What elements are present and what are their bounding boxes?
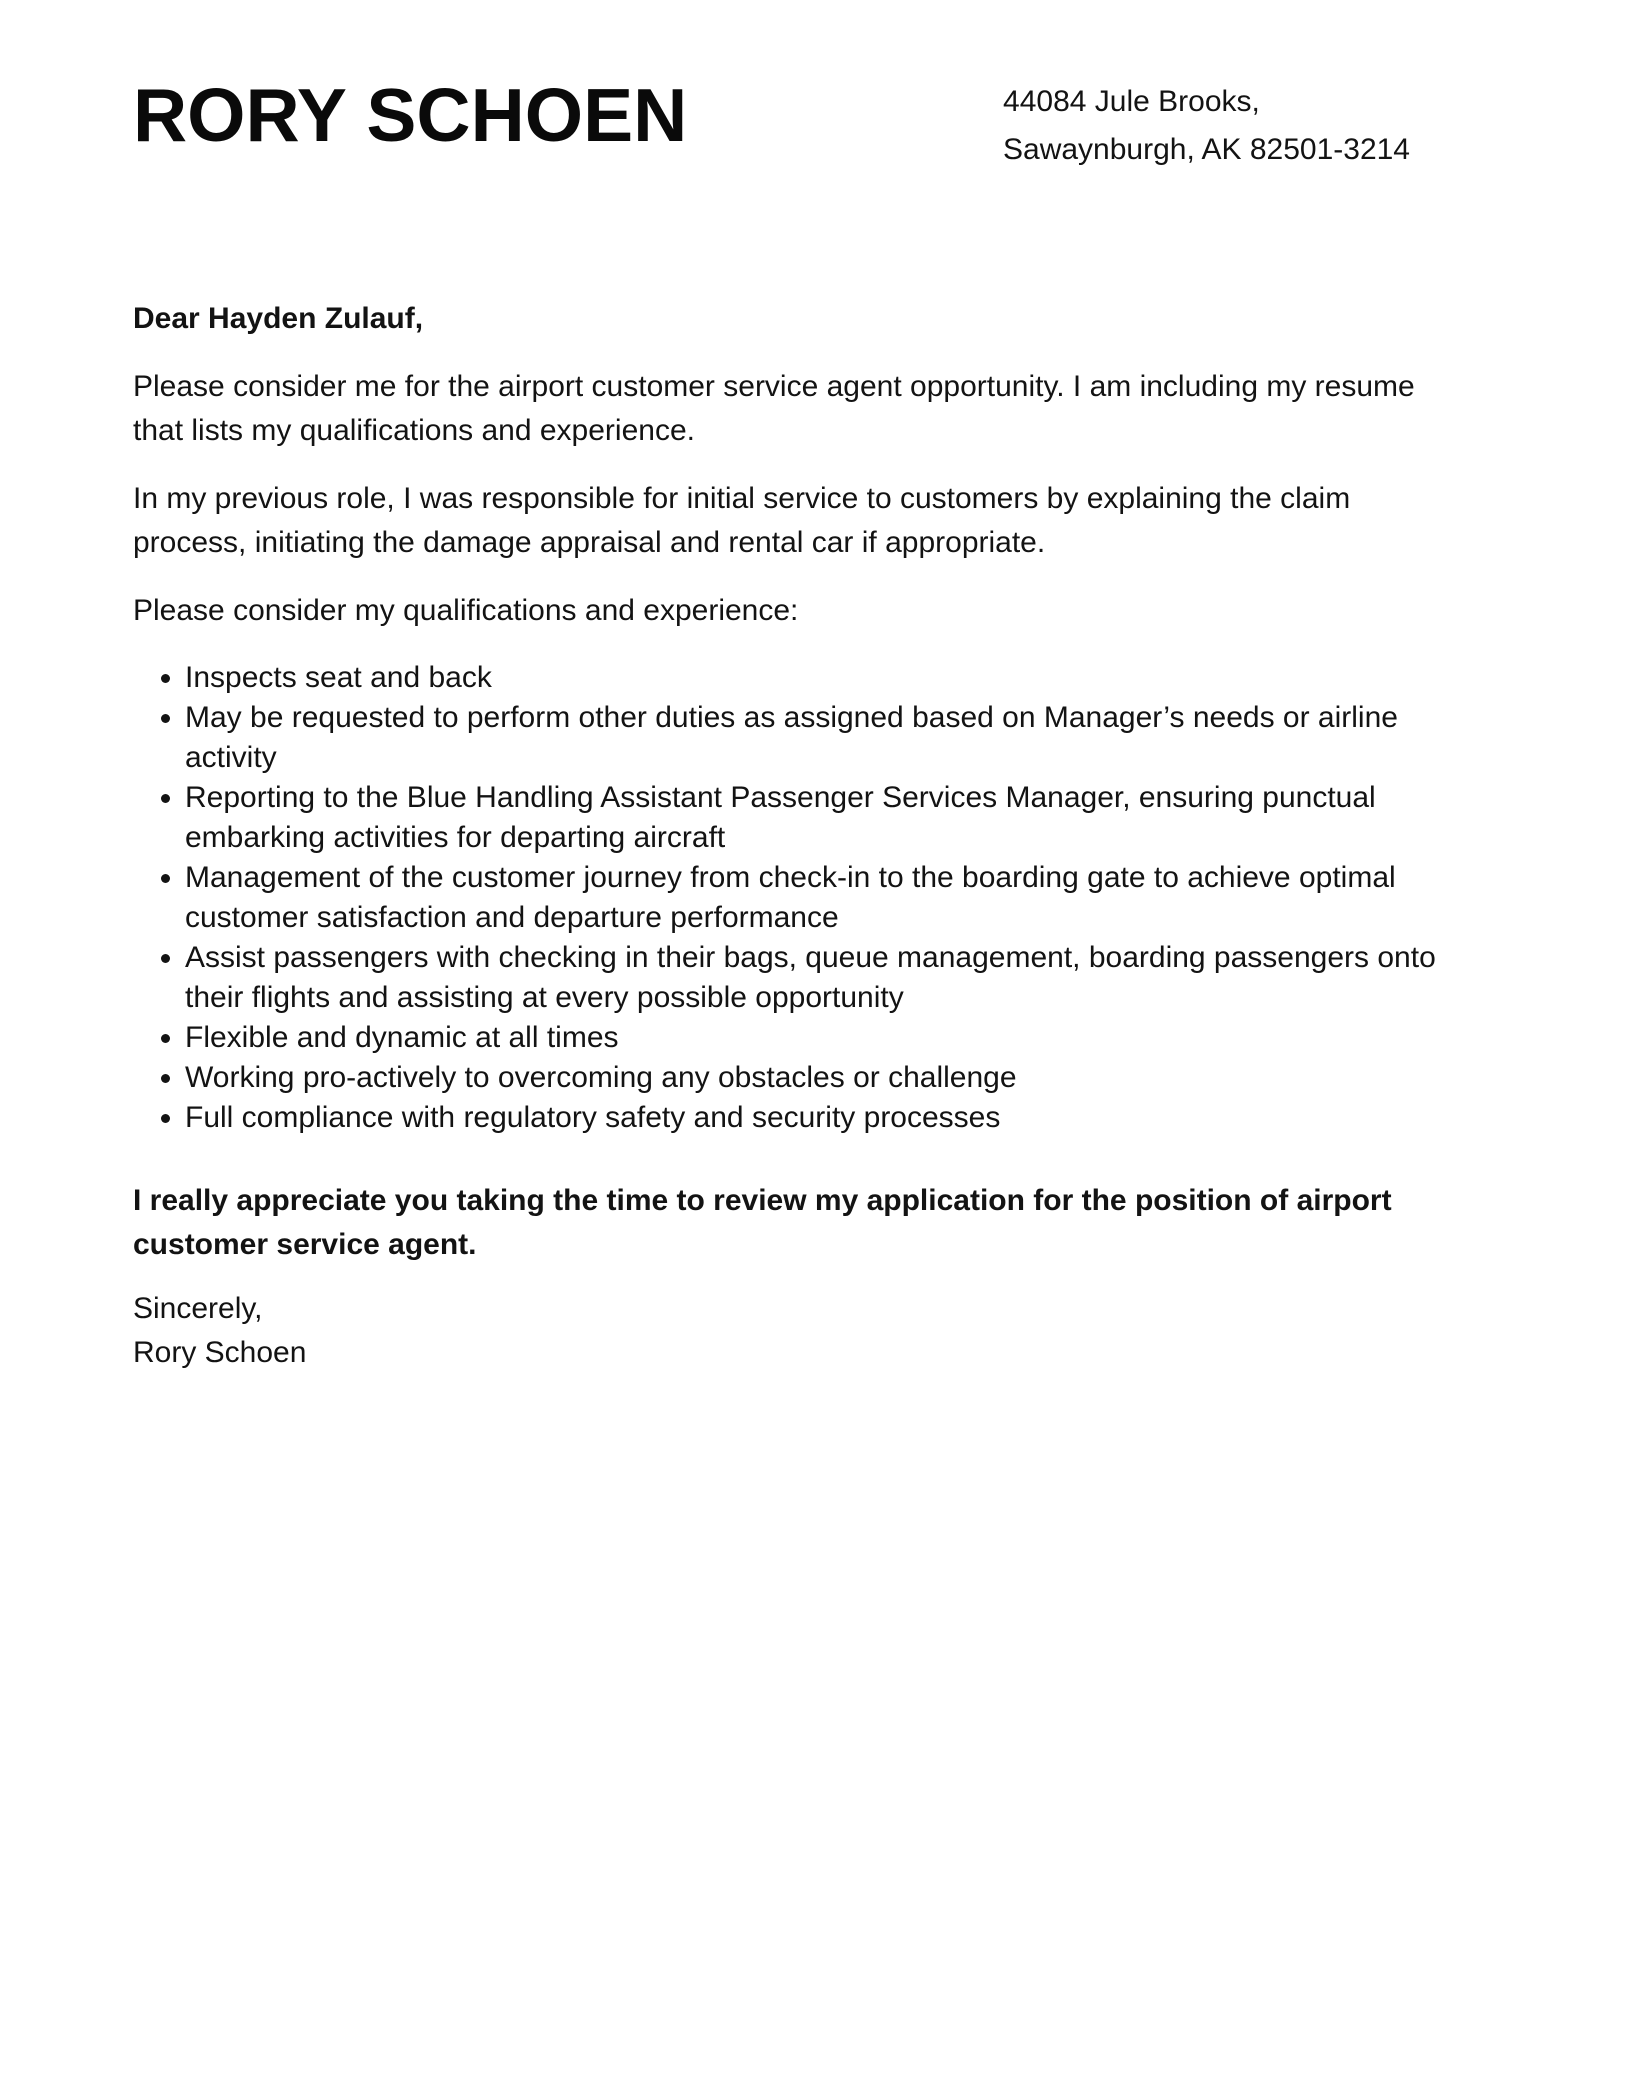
list-item: • Inspects seat and back	[185, 658, 1470, 698]
list-item: • Management of the customer journey from check-in to the boarding gate to achieve optimal customer satisfaction and departure performance	[185, 858, 1470, 938]
paragraph-qualifications-lead: Please consider my qualifications and experience:	[133, 594, 799, 627]
paragraph-previous-role: In my previous role, I was responsible for initial service to customers by explaining the claim process, initiating the damage appraisal and rental car if appropriate.	[133, 482, 1351, 559]
sender-name: RORY SCHOEN	[133, 73, 688, 157]
letter-header	[133, 73, 1470, 174]
qualifications-list	[133, 658, 1470, 1138]
closing-paragraph: I really appreciate you taking the time to review my application for the position of airport customer service agent.	[133, 1184, 1392, 1261]
list-item: • Reporting to the Blue Handling Assistant Passenger Services Manager, ensuring punctual embarking activities for departing aircraft	[185, 778, 1470, 858]
signature-name: Rory Schoen	[133, 1336, 307, 1369]
sender-address	[1003, 78, 1410, 174]
letter-body	[133, 297, 1470, 1375]
greeting: Dear Hayden Zulauf,	[133, 302, 424, 335]
sender-address-line-1: 44084 Jule Brooks,	[1003, 85, 1260, 118]
list-item: • May be requested to perform other duties as assigned based on Manager’s needs or airline activity	[185, 698, 1470, 778]
signoff: Sincerely,	[133, 1292, 263, 1325]
list-item: • Assist passengers with checking in their bags, queue management, boarding passengers onto their flights and assisting at every possible opportunity	[185, 938, 1470, 1018]
list-item: • Working pro-actively to overcoming any obstacles or challenge	[185, 1058, 1470, 1098]
paragraph-intro: Please consider me for the airport customer service agent opportunity. I am including my resume that lists my qualifications and experience.	[133, 370, 1415, 447]
sender-address-line-2: Sawaynburgh, AK 82501-3214	[1003, 133, 1410, 166]
signature-block	[133, 1287, 1470, 1375]
list-item: • Flexible and dynamic at all times	[185, 1018, 1470, 1058]
list-item: • Full compliance with regulatory safety and security processes	[185, 1098, 1470, 1138]
